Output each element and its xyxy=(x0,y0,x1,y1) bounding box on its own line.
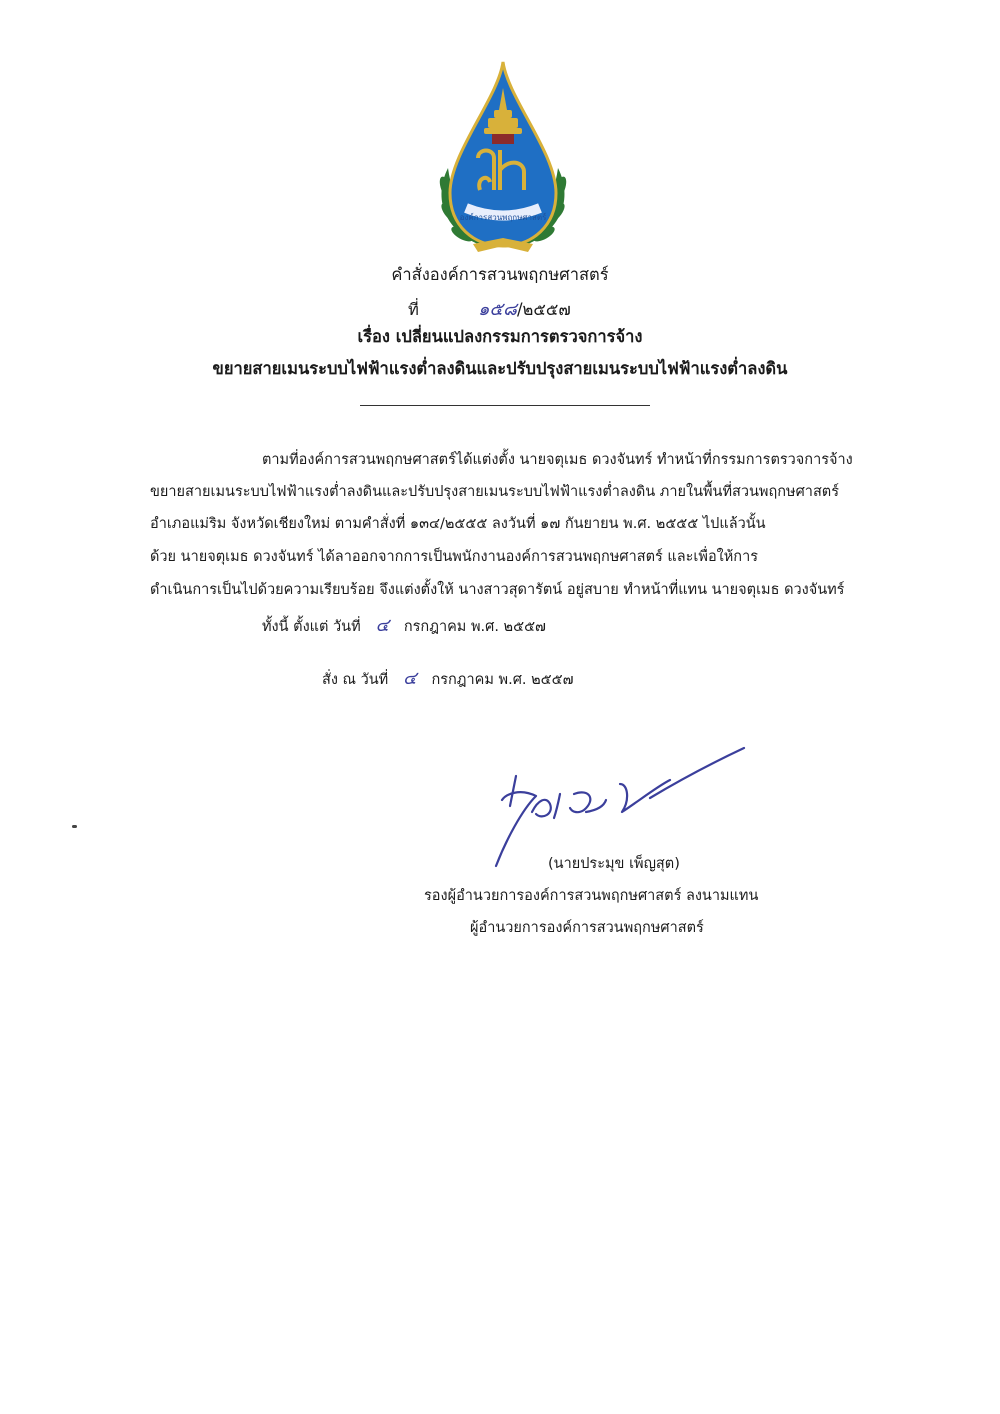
body-line-4: ด้วย นายจตุเมธ ดวงจันทร์ ได้ลาออกจากการเป็นพนักงานองค์การสวนพฤกษศาสตร์ และเพื่อให้การ xyxy=(150,549,758,565)
body-line-2: ขยายสายเมนระบบไฟฟ้าแรงต่ำลงดินและปรับปรุงสายเมนระบบไฟฟ้าแรงต่ำลงดิน ภายในพื้นที่สวนพฤกษศาสตร์ xyxy=(150,484,840,500)
body-line-3: อำเภอแม่ริม จังหวัดเชียงใหม่ ตามคำสั่งที่ ๑๓๔/๒๕๕๕ ลงวันที่ ๑๗ กันยายน พ.ศ. ๒๕๕๕ ไปแล้วนั้น xyxy=(150,516,766,532)
body-line-5: ดำเนินการเป็นไปด้วยความเรียบร้อย จึงแต่งตั้งให้ นางสาวสุดารัตน์ อยู่สบาย ทำหน้าที่แทน นายจตุเมธ ดวงจันทร์ xyxy=(150,582,845,598)
scan-speck xyxy=(72,825,77,828)
effective-date-prefix: ทั้งนี้ ตั้งแต่ วันที่ xyxy=(262,619,361,635)
order-subject: เรื่อง เปลี่ยนแปลงกรรมการตรวจการจ้าง xyxy=(357,327,643,346)
order-title: คำสั่งองค์การสวนพฤกษศาสตร์ xyxy=(391,265,609,284)
body-line-1: ตามที่องค์การสวนพฤกษศาสตร์ได้แต่งตั้ง นายจตุเมธ ดวงจันทร์ ทำหน้าที่กรรมการตรวจการจ้าง xyxy=(262,452,853,468)
order-number xyxy=(408,294,571,323)
order-number-year: /๒๕๕๗ xyxy=(516,300,571,319)
order-date-prefix: สั่ง ณ วันที่ xyxy=(322,672,389,688)
header-divider xyxy=(360,405,650,406)
order-number-label: ที่ xyxy=(408,300,419,319)
effective-date-suffix: กรกฎาคม พ.ศ. ๒๕๕๗ xyxy=(403,619,546,635)
organization-emblem-logo xyxy=(428,58,578,258)
order-date-suffix: กรกฎาคม พ.ศ. ๒๕๕๗ xyxy=(431,672,574,688)
handwritten-order-day: ๔ xyxy=(403,668,417,689)
handwritten-effective-day: ๔ xyxy=(375,615,390,636)
order-subject-line2: ขยายสายเมนระบบไฟฟ้าแรงต่ำลงดินและปรับปรุงสายเมนระบบไฟฟ้าแรงต่ำลงดิน xyxy=(212,359,788,378)
svg-text:องค์การสวนพฤกษศาสตร์: องค์การสวนพฤกษศาสตร์ xyxy=(459,213,547,222)
order-date-line xyxy=(322,663,574,692)
handwritten-order-number: ๑๕๘ xyxy=(478,299,517,320)
signatory-name: (นายประมุข เพ็ญสุต) xyxy=(548,856,680,872)
signatory-position-line2: ผู้อำนวยการองค์การสวนพฤกษศาสตร์ xyxy=(470,920,704,936)
effective-date-line xyxy=(262,610,546,639)
signatory-position: รองผู้อำนวยการองค์การสวนพฤกษศาสตร์ ลงนามแทน xyxy=(424,888,759,904)
